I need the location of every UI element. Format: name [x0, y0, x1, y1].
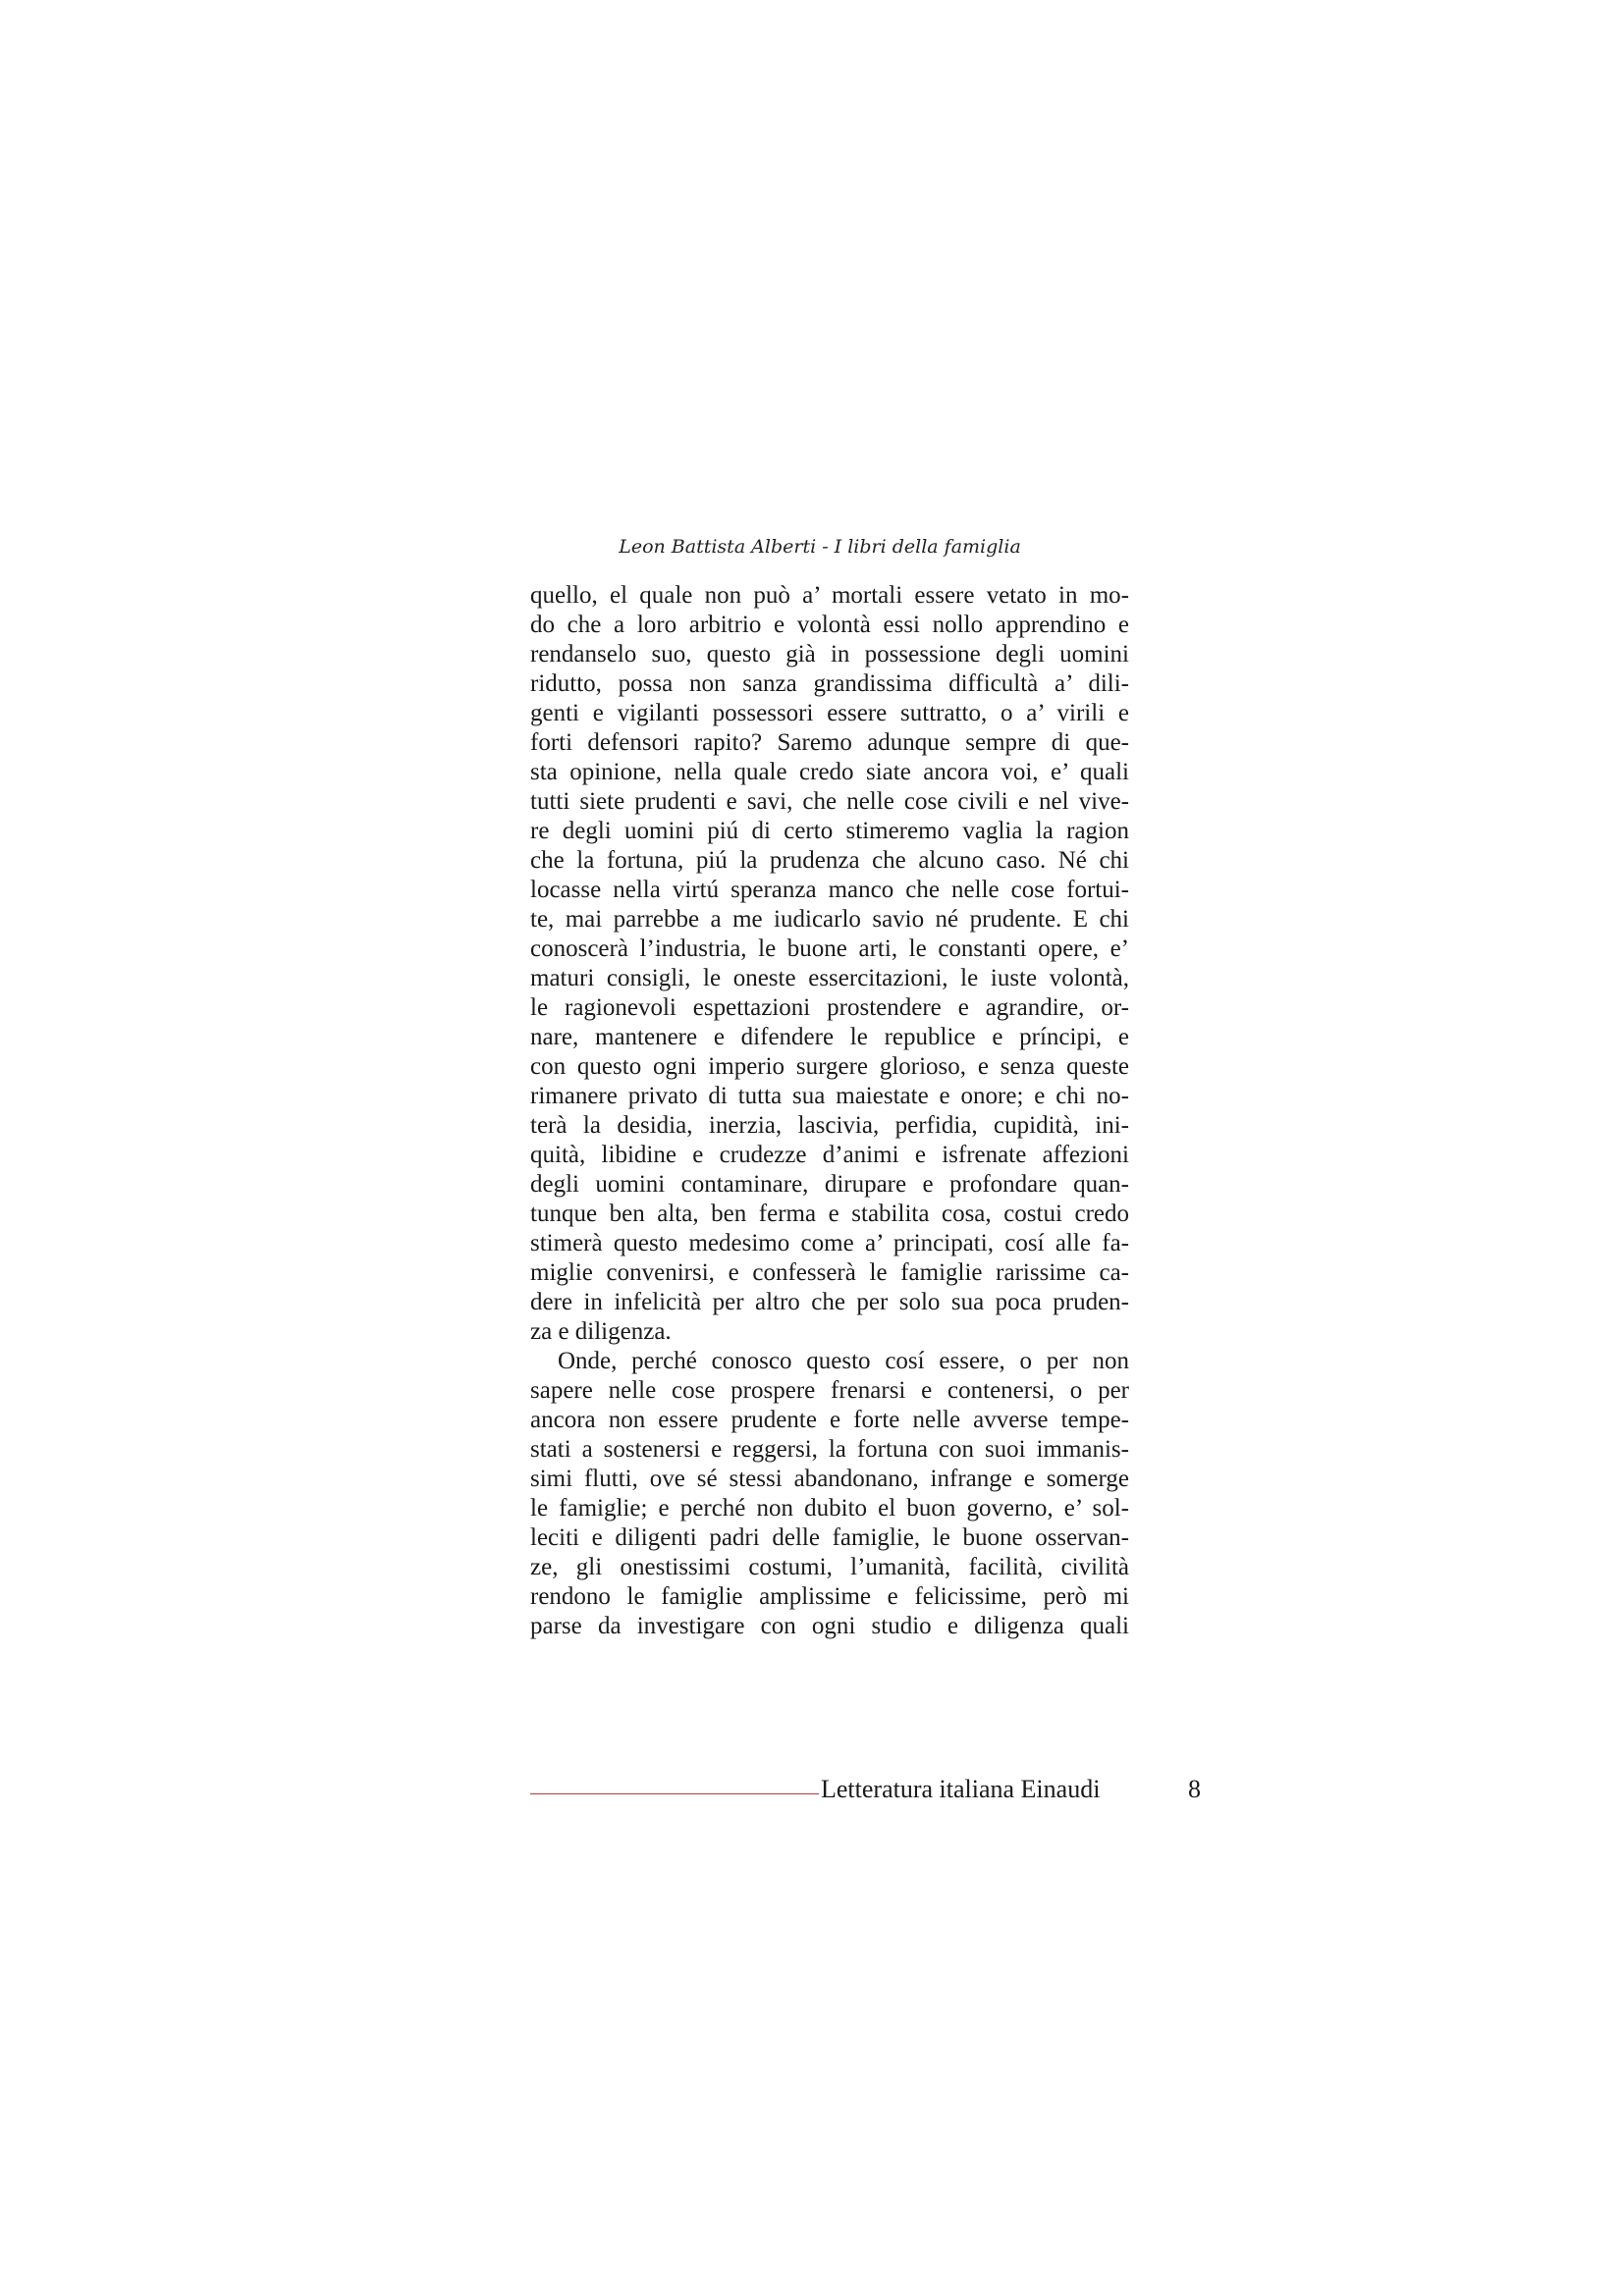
- text-line: maturi consigli, le oneste essercitazioni, le iuste volontà,: [530, 965, 1129, 991]
- text-line: genti e vigilanti possessori essere suttratto, o a’ virili e: [530, 700, 1129, 726]
- text-line: rendono le famiglie amplissime e felicissime, però mi: [530, 1583, 1129, 1610]
- body-text: [530, 581, 1129, 1641]
- text-line: con questo ogni imperio surgere glorioso, e senza queste: [530, 1053, 1129, 1080]
- text-line: simi flutti, ove sé stessi abandonano, infrange e somerge: [530, 1466, 1129, 1492]
- text-line: te, mai parrebbe a me iudicarlo savio né prudente. E chi: [530, 906, 1129, 933]
- text-line: locasse nella virtú speranza manco che nelle cose fortui-: [530, 877, 1129, 903]
- text-line: miglie convenirsi, e confesserà le famiglie rarissime ca-: [530, 1259, 1129, 1286]
- text-line: quità, libidine e crudezze d’animi e isfrenate affezioni: [530, 1142, 1129, 1168]
- text-line: leciti e diligenti padri delle famiglie, le buone osservan-: [530, 1524, 1129, 1551]
- text-line: che la fortuna, piú la prudenza che alcuno caso. Né chi: [530, 847, 1129, 874]
- text-line: stimerà questo medesimo come a’ principati, cosí alle fa-: [530, 1230, 1129, 1256]
- text-line: parse da investigare con ogni studio e diligenza quali: [530, 1613, 1129, 1639]
- text-line: za e diligenza.: [530, 1318, 672, 1345]
- text-line: do che a loro arbitrio e volontà essi nollo apprendino e: [530, 612, 1129, 638]
- text-line: stati a sostenersi e reggersi, la fortuna con suoi immanis-: [530, 1436, 1129, 1463]
- text-line: terà la desidia, inerzia, lascivia, perfidia, cupidità, ini-: [530, 1112, 1129, 1139]
- text-line: dere in infelicità per altro che per solo sua poca pruden-: [530, 1289, 1129, 1315]
- text-line: forti defensori rapito? Saremo adunque sempre di que-: [530, 729, 1129, 756]
- text-line: le ragionevoli espettazioni prostendere e agrandire, or-: [530, 994, 1129, 1021]
- text-line: sapere nelle cose prospere frenarsi e contenersi, o per: [530, 1377, 1129, 1404]
- footer-rule: [530, 1793, 819, 1794]
- text-line: re degli uomini piú di certo stimeremo vaglia la ragion: [530, 818, 1129, 844]
- text-line: le famiglie; e perché non dubito el buon governo, e’ sol-: [530, 1495, 1129, 1522]
- text-line: rendanselo suo, questo già in possessione degli uomini: [530, 641, 1129, 667]
- text-line: ze, gli onestissimi costumi, l’umanità, facilità, civilità: [530, 1554, 1129, 1580]
- text-line: tutti siete prudenti e savi, che nelle cose civili e nel vive-: [530, 788, 1129, 815]
- text-line: ancora non essere prudente e forte nelle avverse tempe-: [530, 1407, 1129, 1433]
- publisher-name: Letteratura italiana Einaudi: [821, 1775, 1101, 1803]
- running-header: Leon Battista Alberti - I libri della famiglia: [619, 536, 1021, 558]
- page-number: 8: [1188, 1775, 1201, 1803]
- text-line: nare, mantenere e difendere le republice e príncipi, e: [530, 1024, 1129, 1050]
- text-line: sta opinione, nella quale credo siate ancora voi, e’ quali: [530, 759, 1129, 785]
- text-line: ridutto, possa non sanza grandissima difficultà a’ dili-: [530, 670, 1129, 697]
- text-line: Onde, perché conosco questo cosí essere, o per non: [558, 1348, 1129, 1374]
- text-line: conoscerà l’industria, le buone arti, le constanti opere, e’: [530, 935, 1129, 962]
- text-line: rimanere privato di tutta sua maiestate e onore; e chi no-: [530, 1083, 1129, 1109]
- text-line: degli uomini contaminare, dirupare e profondare quan-: [530, 1171, 1129, 1198]
- text-line: tunque ben alta, ben ferma e stabilita cosa, costui credo: [530, 1201, 1129, 1227]
- text-line: quello, el quale non può a’ mortali essere vetato in mo-: [530, 582, 1129, 609]
